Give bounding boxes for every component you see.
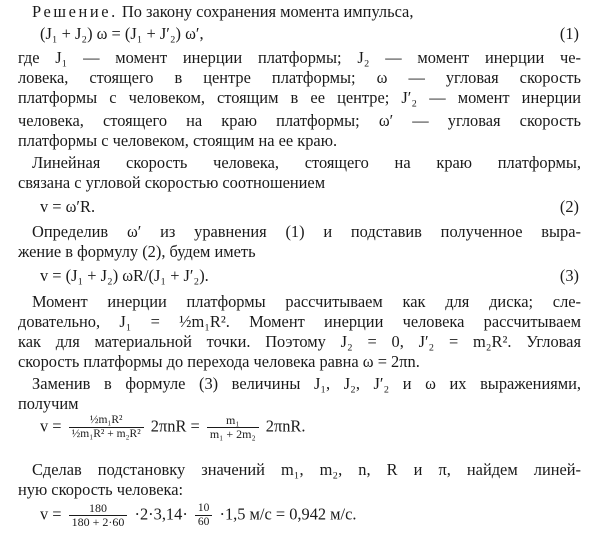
- paragraph-line: как для материальной точки. Поэтому J₂ = 0, J′₂ = m₂R². Угловая: [18, 332, 581, 351]
- paragraph-line: где J₁ — момент инерции платформы; J₂ — момент инерции че-: [18, 48, 581, 67]
- equation-4-fraction-1: [69, 414, 144, 441]
- fraction-numerator: 10: [195, 502, 213, 516]
- paragraph-line: человека, стоящего на краю платформы; ω′ — угловая скорость: [18, 111, 581, 130]
- paragraph-line: Линейная скорость человека, стоящего на краю платформы,: [32, 153, 581, 172]
- equation-5: [40, 502, 356, 529]
- equation-3: v = (J₁ + J₂) ωR/(J₁ + J′₂).: [40, 266, 209, 285]
- equation-4-rhs: 2πnR.: [265, 416, 306, 436]
- solution-line-1: [32, 2, 413, 22]
- paragraph-line: получим: [18, 394, 79, 413]
- paragraph-line: связана с угловой скоростью соотношением: [18, 173, 326, 192]
- equation-5-rhs: ·1,5 м/с = 0,942 м/с.: [219, 504, 357, 524]
- equation-5-lhs: v =: [40, 504, 62, 524]
- paragraph-line: скорость платформы до перехода человека равна ω = 2πn.: [18, 352, 420, 371]
- equation-5-fraction-2: [195, 502, 213, 529]
- solution-heading: Решение.: [32, 2, 118, 21]
- equation-2: v = ω′R.: [40, 197, 96, 216]
- fraction-numerator: m₁: [207, 414, 259, 428]
- paragraph-line: Момент инерции платформы рассчитываем как для диска; сле-: [32, 292, 581, 311]
- equation-5-fraction-1: [69, 502, 128, 529]
- paragraph-line: Определив ω′ из уравнения (1) и подставив полученное выра-: [32, 222, 581, 241]
- equation-5-middle: ·2·3,14·: [134, 504, 188, 524]
- equation-3-number: (3): [559, 266, 579, 285]
- equation-4-middle: 2πnR =: [150, 416, 200, 436]
- fraction-denominator: ½m₁R² + m₂R²: [71, 428, 141, 440]
- fraction-denominator: m₁ + 2m₂: [209, 427, 256, 441]
- paragraph-line: жение в формулу (2), будем иметь: [18, 242, 256, 261]
- fraction-numerator: ½m₁R²: [69, 414, 144, 428]
- equation-1-number: (1): [559, 24, 579, 43]
- fraction-denominator: 60: [197, 516, 210, 528]
- fraction-numerator: 180: [69, 502, 128, 516]
- paragraph-line: Сделав подстановку значений m₁, m₂, n, R и π, найдем линей-: [32, 460, 581, 479]
- paragraph-line: платформы с человеком, стоящим в ее центре; J′₂ — момент инерции: [18, 88, 581, 107]
- paragraph-line: Заменив в формуле (3) величины J₁, J₂, J′₂ и ω их выражениями,: [32, 374, 581, 393]
- paragraph-line: платформы с человеком, стоящим на ее краю.: [18, 131, 338, 150]
- paragraph-line: довательно, J₁ = ½m₁R². Момент инерции человека рассчитываем: [18, 312, 581, 331]
- equation-1: (J₁ + J₂) ω = (J₁ + J′₂) ω′,: [40, 24, 204, 43]
- solution-text: По закону сохранения момента импульса,: [121, 2, 414, 21]
- equation-2-number: (2): [559, 197, 579, 216]
- equation-4: [40, 414, 305, 441]
- equation-4-lhs: v =: [40, 416, 62, 436]
- paragraph-line: ную скорость человека:: [18, 480, 184, 499]
- equation-4-fraction-2: [207, 414, 259, 441]
- paragraph-line: ловека, стоящего в центре платформы; ω — угловая скорость: [18, 68, 581, 87]
- fraction-denominator: 180 + 2·60: [71, 515, 125, 529]
